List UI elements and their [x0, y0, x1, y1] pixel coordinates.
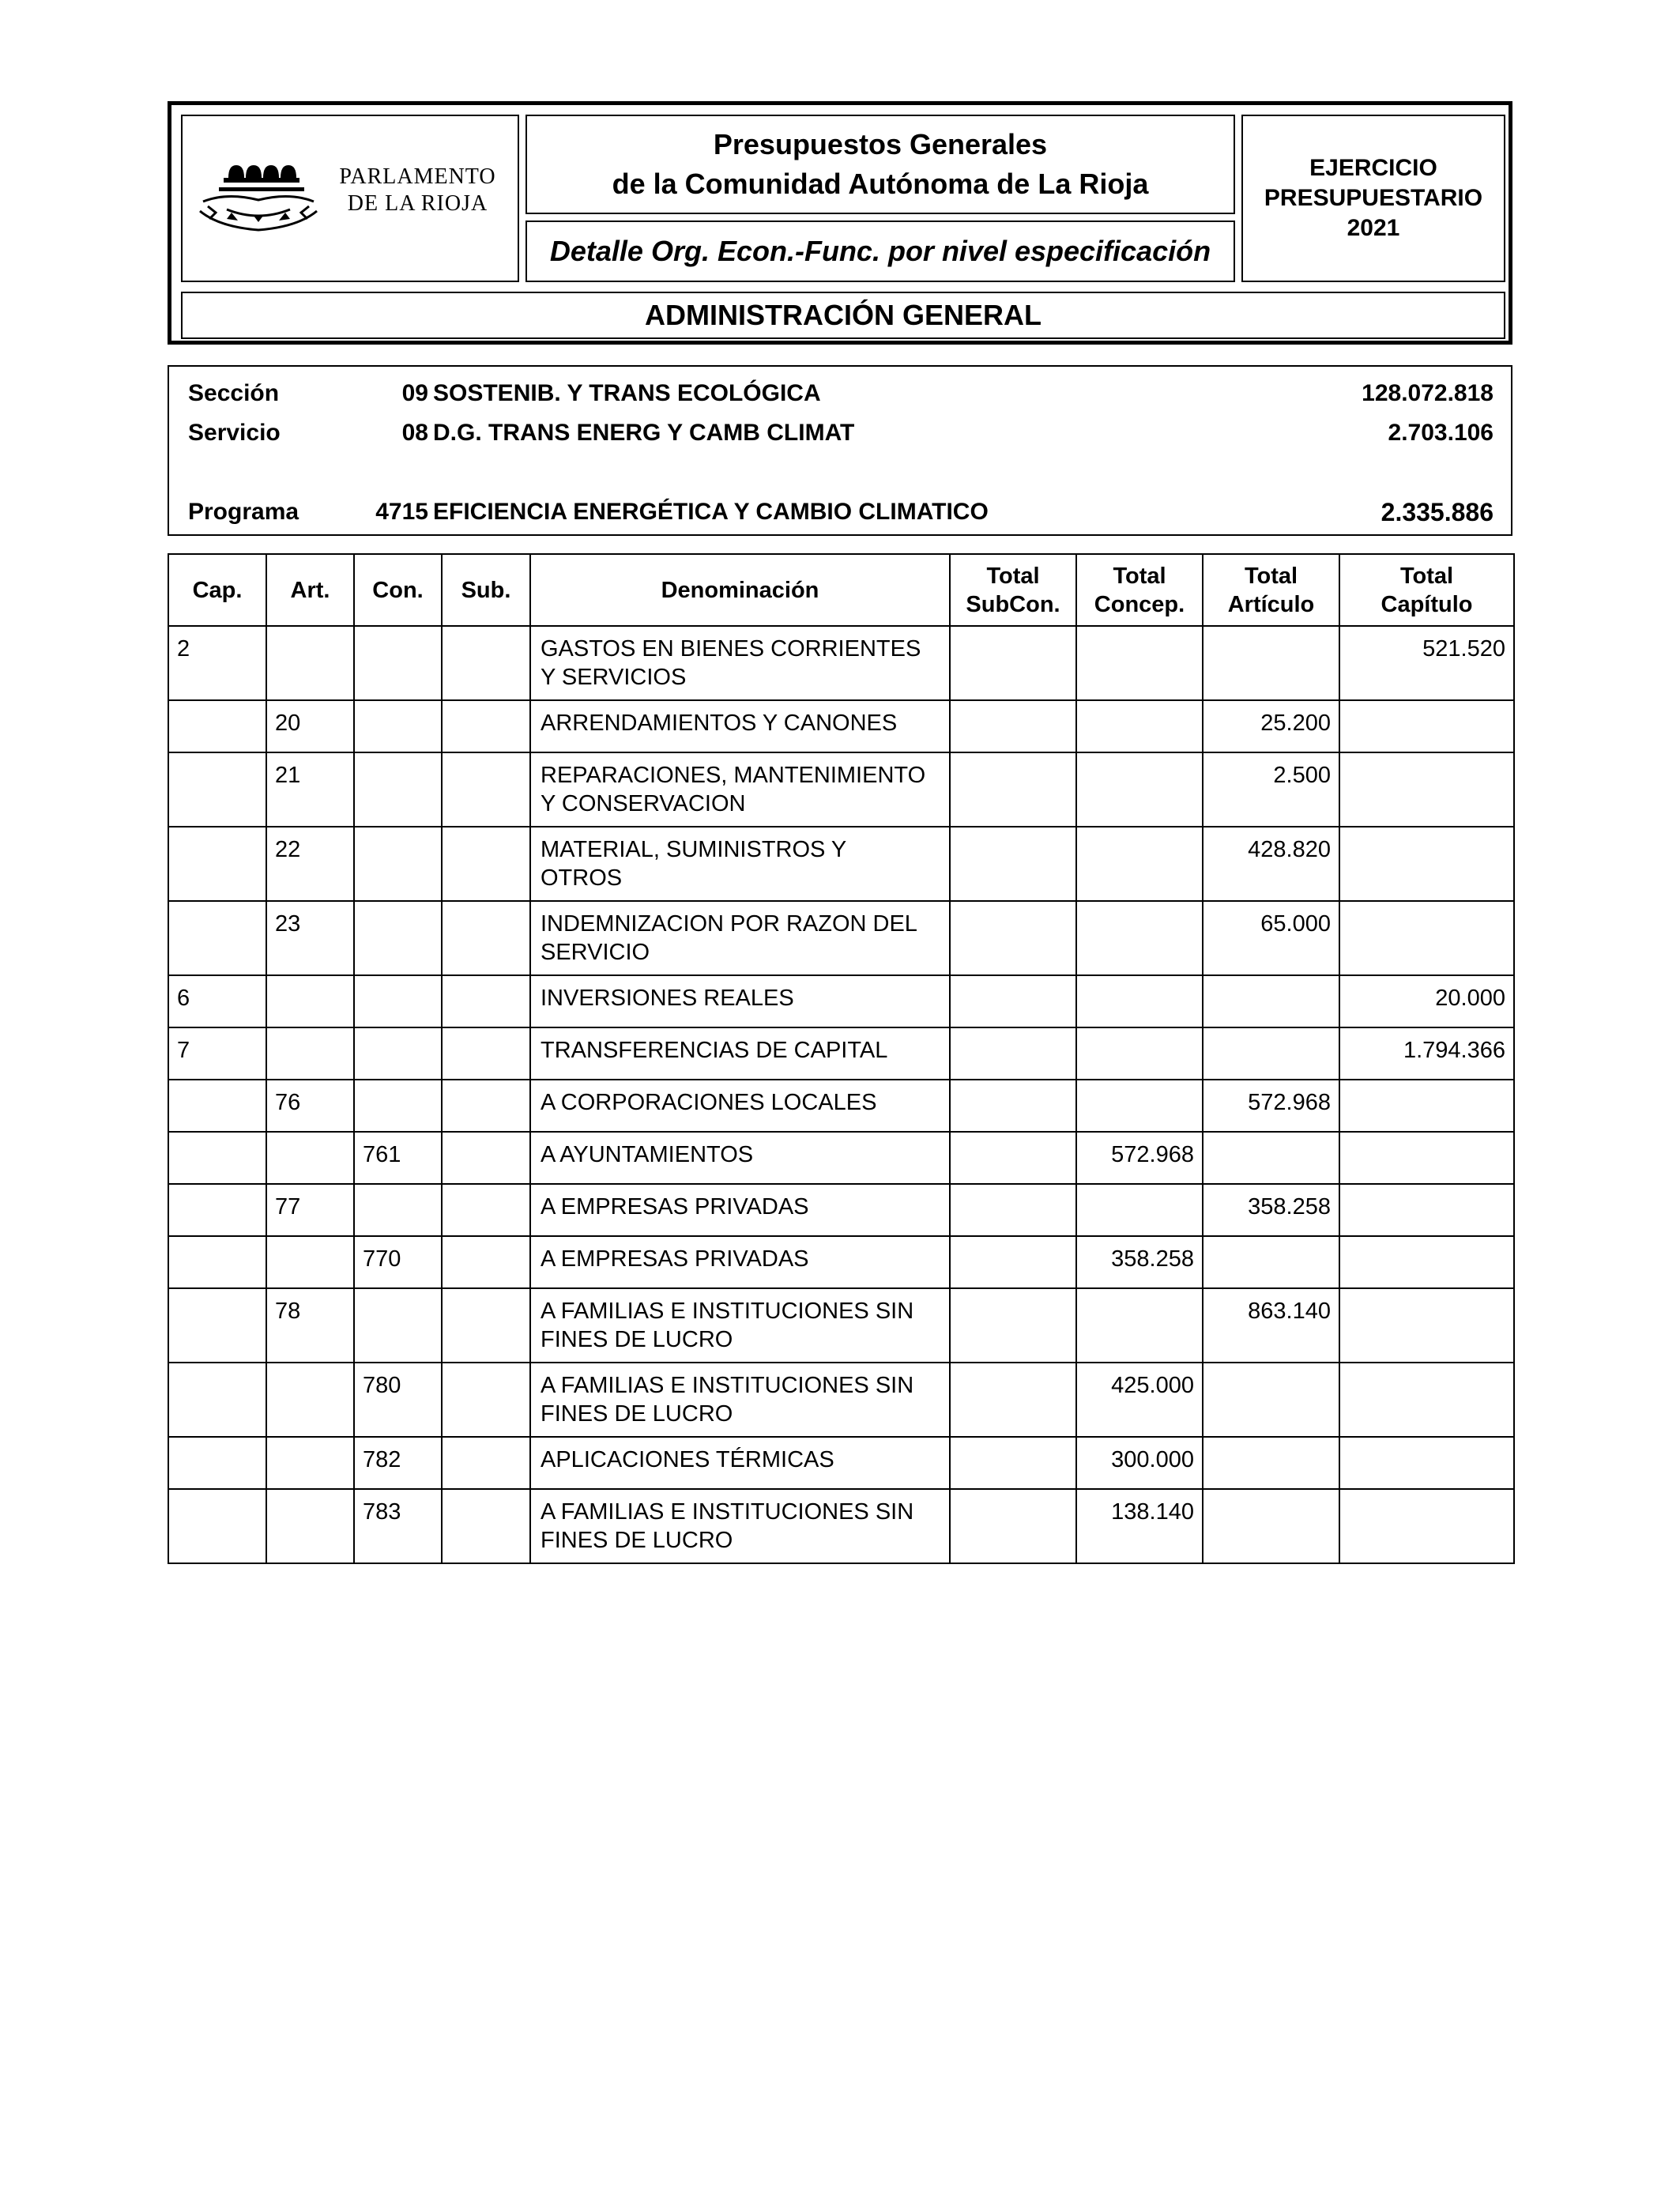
cell-subcon: [950, 975, 1076, 1027]
seccion-code: 09: [401, 380, 428, 406]
cell-sub: [442, 1184, 530, 1236]
cell-subcon: [950, 700, 1076, 752]
cell-art: [266, 1132, 354, 1184]
cell-cap: [168, 752, 266, 827]
cell-con: 770: [354, 1236, 442, 1288]
cell-den: [530, 1363, 950, 1437]
cell-capitulo: 1.794.366: [1339, 1027, 1514, 1080]
servicio-row: [169, 417, 1511, 449]
col-header-subcon-line-1: Total: [986, 563, 1040, 589]
cell-con: [354, 1184, 442, 1236]
cell-concep: [1076, 827, 1203, 901]
cell-concep: [1076, 1184, 1203, 1236]
cell-con: 782: [354, 1437, 442, 1489]
cell-subcon: [950, 1027, 1076, 1080]
cell-articulo: [1203, 1489, 1339, 1563]
cell-sub: [442, 975, 530, 1027]
cell-art: [266, 1437, 354, 1489]
denominacion-line-1: INVERSIONES REALES: [541, 986, 794, 1011]
denominacion-line-2: FINES DE LUCRO: [541, 1327, 733, 1352]
table-row: [168, 1236, 1514, 1288]
table-row: [168, 752, 1514, 827]
cell-capitulo: 521.520: [1339, 626, 1514, 700]
denominacion-line-1: A FAMILIAS E INSTITUCIONES SIN: [541, 1299, 914, 1324]
cell-den: [530, 1080, 950, 1132]
cell-con: [354, 700, 442, 752]
cell-art: 77: [266, 1184, 354, 1236]
cell-articulo: [1203, 975, 1339, 1027]
cell-cap: [168, 1363, 266, 1437]
cell-con: [354, 752, 442, 827]
programa-label: Programa: [188, 499, 299, 525]
logo-line-2: DE LA RIOJA: [347, 191, 488, 216]
table-row: [168, 626, 1514, 700]
cell-capitulo: [1339, 1132, 1514, 1184]
table-row: [168, 1288, 1514, 1363]
cell-cap: 7: [168, 1027, 266, 1080]
table-row: [168, 700, 1514, 752]
logo-line-1: PARLAMENTO: [339, 164, 496, 189]
cell-con: 780: [354, 1363, 442, 1437]
cell-con: [354, 901, 442, 975]
denominacion-line-1: ARRENDAMIENTOS Y CANONES: [541, 711, 898, 736]
title-line-2: de la Comunidad Autónoma de La Rioja: [612, 168, 1149, 200]
col-header-capitulo-line-1: Total: [1399, 563, 1454, 589]
cell-art: 78: [266, 1288, 354, 1363]
servicio-amount: 2.703.106: [1388, 420, 1494, 446]
denominacion-line-2: OTROS: [541, 865, 623, 891]
title-box: [525, 115, 1235, 214]
cell-articulo: 428.820: [1203, 827, 1339, 901]
cell-concep: [1076, 1027, 1203, 1080]
cell-con: [354, 1080, 442, 1132]
col-header-denominacion: Denominación: [530, 554, 950, 626]
cell-cap: [168, 1132, 266, 1184]
denominacion-line-1: APLICACIONES TÉRMICAS: [541, 1447, 834, 1472]
cell-con: [354, 626, 442, 700]
denominacion-line-1: A EMPRESAS PRIVADAS: [541, 1194, 809, 1220]
cell-articulo: 25.200: [1203, 700, 1339, 752]
cell-den: [530, 1132, 950, 1184]
cell-concep: 138.140: [1076, 1489, 1203, 1563]
denominacion-line-2: Y CONSERVACION: [541, 791, 746, 816]
cell-art: 22: [266, 827, 354, 901]
table-row: [168, 1184, 1514, 1236]
cell-con: 761: [354, 1132, 442, 1184]
report-subtitle: Detalle Org. Econ.-Func. por nivel especificación: [525, 221, 1235, 282]
table-row: [168, 1027, 1514, 1080]
cell-sub: [442, 1288, 530, 1363]
cell-cap: [168, 1080, 266, 1132]
col-header-concep-line-2: Concep.: [1094, 591, 1185, 617]
cell-den: [530, 1437, 950, 1489]
col-header-subcon: [950, 554, 1076, 626]
cell-cap: [168, 1236, 266, 1288]
cell-sub: [442, 901, 530, 975]
cell-subcon: [950, 901, 1076, 975]
cell-con: [354, 1288, 442, 1363]
cell-capitulo: [1339, 1363, 1514, 1437]
cell-concep: 572.968: [1076, 1132, 1203, 1184]
cell-subcon: [950, 1132, 1076, 1184]
col-header-articulo-line-1: Total: [1244, 563, 1298, 589]
denominacion-line-2: SERVICIO: [541, 940, 650, 965]
cell-concep: [1076, 901, 1203, 975]
logo-text: [321, 164, 514, 217]
cell-den: [530, 626, 950, 700]
cell-capitulo: [1339, 1288, 1514, 1363]
table-row: [168, 901, 1514, 975]
ejercicio-year: 2021: [1347, 215, 1400, 241]
programa-name: EFICIENCIA ENERGÉTICA Y CAMBIO CLIMATICO: [433, 499, 989, 525]
cell-capitulo: [1339, 1080, 1514, 1132]
denominacion-line-1: GASTOS EN BIENES CORRIENTES: [541, 636, 921, 662]
cell-subcon: [950, 626, 1076, 700]
cell-subcon: [950, 1080, 1076, 1132]
cell-art: 20: [266, 700, 354, 752]
ejercicio-line-2: PRESUPUESTARIO: [1264, 185, 1483, 211]
cell-subcon: [950, 1236, 1076, 1288]
col-header-subcon-line-2: SubCon.: [966, 591, 1060, 617]
ejercicio-box: [1241, 115, 1505, 282]
cell-capitulo: [1339, 1236, 1514, 1288]
servicio-label: Servicio: [188, 420, 281, 446]
seccion-label: Sección: [188, 380, 280, 406]
cell-articulo: 358.258: [1203, 1184, 1339, 1236]
cell-capitulo: [1339, 827, 1514, 901]
servicio-code: 08: [401, 420, 428, 446]
cell-capitulo: [1339, 752, 1514, 827]
cell-den: [530, 901, 950, 975]
denominacion-line-1: TRANSFERENCIAS DE CAPITAL: [541, 1038, 888, 1063]
cell-den: [530, 1288, 950, 1363]
cell-art: 21: [266, 752, 354, 827]
cell-concep: [1076, 700, 1203, 752]
cell-sub: [442, 700, 530, 752]
cell-den: [530, 700, 950, 752]
table-row: [168, 1363, 1514, 1437]
col-header-concep-line-1: Total: [1113, 563, 1166, 589]
cell-art: [266, 626, 354, 700]
cell-cap: [168, 1184, 266, 1236]
administracion-title: ADMINISTRACIÓN GENERAL: [181, 292, 1505, 339]
cell-concep: 425.000: [1076, 1363, 1203, 1437]
cell-articulo: [1203, 1132, 1339, 1184]
programa-amount: 2.335.886: [1381, 498, 1494, 526]
cell-articulo: [1203, 1027, 1339, 1080]
table-row: [168, 1080, 1514, 1132]
seccion-row: [169, 378, 1511, 409]
cell-art: [266, 1489, 354, 1563]
cell-art: 76: [266, 1080, 354, 1132]
denominacion-line-2: Y SERVICIOS: [541, 665, 687, 690]
cell-den: [530, 1236, 950, 1288]
cell-cap: [168, 1437, 266, 1489]
title-line-1: Presupuestos Generales: [713, 128, 1048, 160]
denominacion-line-1: MATERIAL, SUMINISTROS Y: [541, 837, 847, 862]
cell-sub: [442, 827, 530, 901]
cell-cap: [168, 827, 266, 901]
col-header-cap: Cap.: [168, 554, 266, 626]
seccion-name: SOSTENIB. Y TRANS ECOLÓGICA: [433, 380, 821, 406]
cell-articulo: [1203, 1236, 1339, 1288]
col-header-articulo-line-2: Artículo: [1227, 591, 1315, 617]
logo-box: [181, 115, 519, 282]
table-row: [168, 1489, 1514, 1563]
cell-sub: [442, 1027, 530, 1080]
cell-den: [530, 1027, 950, 1080]
cell-concep: 300.000: [1076, 1437, 1203, 1489]
col-header-articulo: [1203, 554, 1339, 626]
parliament-logo-icon: [195, 154, 322, 241]
cell-cap: [168, 700, 266, 752]
table-row: [168, 827, 1514, 901]
denominacion-line-1: INDEMNIZACION POR RAZON DEL: [541, 911, 917, 937]
cell-capitulo: [1339, 1437, 1514, 1489]
cell-articulo: [1203, 1363, 1339, 1437]
denominacion-line-1: A AYUNTAMIENTOS: [541, 1142, 754, 1167]
col-header-capitulo: [1339, 554, 1514, 626]
denominacion-line-2: FINES DE LUCRO: [541, 1528, 733, 1553]
denominacion-line-2: FINES DE LUCRO: [541, 1401, 733, 1427]
col-header-art: Art.: [266, 554, 354, 626]
table-row: [168, 1132, 1514, 1184]
col-header-concep: [1076, 554, 1203, 626]
cell-cap: 6: [168, 975, 266, 1027]
col-header-capitulo-line-2: Capítulo: [1381, 591, 1473, 617]
denominacion-line-1: A FAMILIAS E INSTITUCIONES SIN: [541, 1499, 914, 1525]
cell-sub: [442, 1489, 530, 1563]
cell-concep: [1076, 975, 1203, 1027]
cell-articulo: [1203, 1437, 1339, 1489]
denominacion-line-1: A FAMILIAS E INSTITUCIONES SIN: [541, 1373, 914, 1398]
denominacion-line-1: A CORPORACIONES LOCALES: [541, 1090, 877, 1115]
cell-subcon: [950, 1288, 1076, 1363]
cell-articulo: 2.500: [1203, 752, 1339, 827]
cell-capitulo: [1339, 901, 1514, 975]
cell-articulo: 572.968: [1203, 1080, 1339, 1132]
cell-capitulo: [1339, 700, 1514, 752]
cell-den: [530, 827, 950, 901]
cell-den: [530, 1184, 950, 1236]
cell-sub: [442, 1132, 530, 1184]
programa-row: [169, 496, 1511, 528]
cell-art: [266, 1027, 354, 1080]
cell-sub: [442, 1080, 530, 1132]
table-row: [168, 975, 1514, 1027]
cell-den: [530, 975, 950, 1027]
cell-capitulo: [1339, 1489, 1514, 1563]
seccion-amount: 128.072.818: [1362, 380, 1494, 406]
cell-con: [354, 1027, 442, 1080]
cell-concep: [1076, 1080, 1203, 1132]
cell-cap: [168, 1288, 266, 1363]
cell-sub: [442, 1437, 530, 1489]
cell-concep: [1076, 1288, 1203, 1363]
cell-cap: [168, 901, 266, 975]
cell-articulo: 65.000: [1203, 901, 1339, 975]
denominacion-line-1: A EMPRESAS PRIVADAS: [541, 1246, 809, 1272]
table-row: [168, 1437, 1514, 1489]
cell-subcon: [950, 1489, 1076, 1563]
cell-sub: [442, 752, 530, 827]
cell-cap: [168, 1489, 266, 1563]
cell-con: 783: [354, 1489, 442, 1563]
cell-art: [266, 1236, 354, 1288]
programa-code: 4715: [375, 499, 428, 525]
cell-cap: 2: [168, 626, 266, 700]
col-header-con: Con.: [354, 554, 442, 626]
denominacion-line-1: REPARACIONES, MANTENIMIENTO: [541, 763, 926, 788]
cell-capitulo: [1339, 1184, 1514, 1236]
budget-table: [168, 553, 1515, 1564]
servicio-name: D.G. TRANS ENERG Y CAMB CLIMAT: [433, 420, 855, 446]
cell-articulo: 863.140: [1203, 1288, 1339, 1363]
cell-sub: [442, 1363, 530, 1437]
cell-sub: [442, 1236, 530, 1288]
cell-articulo: [1203, 626, 1339, 700]
cell-concep: [1076, 626, 1203, 700]
budget-info-block: [168, 365, 1512, 536]
cell-con: [354, 827, 442, 901]
cell-art: [266, 1363, 354, 1437]
cell-subcon: [950, 827, 1076, 901]
cell-art: 23: [266, 901, 354, 975]
cell-art: [266, 975, 354, 1027]
cell-den: [530, 752, 950, 827]
col-header-sub: Sub.: [442, 554, 530, 626]
cell-subcon: [950, 752, 1076, 827]
cell-sub: [442, 626, 530, 700]
cell-concep: [1076, 752, 1203, 827]
cell-subcon: [950, 1437, 1076, 1489]
cell-concep: 358.258: [1076, 1236, 1203, 1288]
cell-capitulo: 20.000: [1339, 975, 1514, 1027]
cell-subcon: [950, 1363, 1076, 1437]
ejercicio-line-1: EJERCICIO: [1309, 155, 1437, 181]
document-header: [168, 101, 1512, 345]
cell-den: [530, 1489, 950, 1563]
cell-subcon: [950, 1184, 1076, 1236]
table-header-row: [168, 554, 1514, 626]
cell-con: [354, 975, 442, 1027]
